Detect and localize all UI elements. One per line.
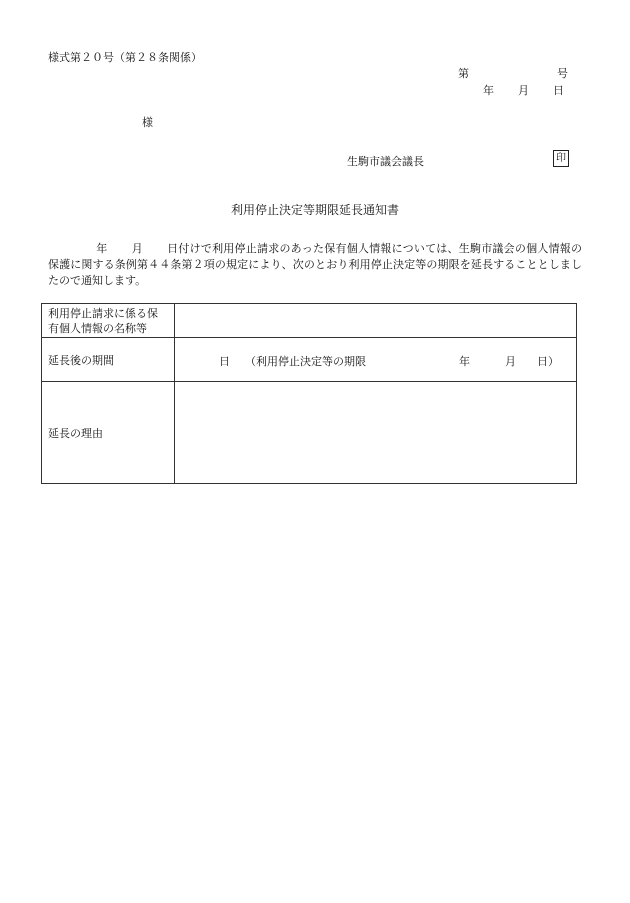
notice-body bbox=[48, 241, 582, 289]
issue-year: 年 bbox=[483, 84, 494, 97]
issue-date bbox=[483, 82, 564, 98]
table-row bbox=[42, 382, 577, 484]
extension-reason-value bbox=[175, 382, 577, 484]
number-prefix: 第 bbox=[458, 67, 469, 80]
number-suffix: 号 bbox=[557, 67, 568, 80]
table-row bbox=[42, 338, 577, 382]
seal-mark: 印 bbox=[553, 150, 569, 167]
addressee-honorific: 様 bbox=[142, 116, 153, 129]
document-number bbox=[458, 65, 568, 81]
sender-name: 生駒市議会議長 bbox=[347, 155, 424, 168]
issue-day: 日 bbox=[553, 84, 564, 97]
period-days: 日 bbox=[219, 354, 230, 368]
extension-info-table bbox=[41, 303, 577, 484]
info-name-value bbox=[175, 304, 577, 338]
extension-reason-label: 延長の理由 bbox=[42, 382, 175, 484]
body-month: 月 bbox=[131, 242, 143, 255]
body-text: 日付けで利用停止請求のあった保有個人情報については、生駒市議会の個人情報の保護に関する条例第４４条第２項の規定により、次のとおり利用停止決定等の期限を延長することとしましたので通知します。 bbox=[48, 242, 583, 287]
period-day: 日） bbox=[537, 354, 559, 368]
period-deadline-label: （利用停止決定等の期限 bbox=[245, 354, 366, 368]
body-year: 年 bbox=[96, 242, 108, 255]
period-year: 年 bbox=[459, 354, 470, 368]
issue-month: 月 bbox=[518, 84, 529, 97]
table-row bbox=[42, 304, 577, 338]
form-number: 様式第２０号（第２８条関係） bbox=[48, 51, 202, 64]
document-title: 利用停止決定等期限延長通知書 bbox=[230, 203, 399, 217]
period-month: 月 bbox=[505, 354, 516, 368]
info-name-label: 利用停止請求に係る保有個人情報の名称等 bbox=[42, 304, 175, 338]
extended-period-label: 延長後の期間 bbox=[42, 338, 175, 382]
extended-period-value bbox=[175, 338, 577, 382]
